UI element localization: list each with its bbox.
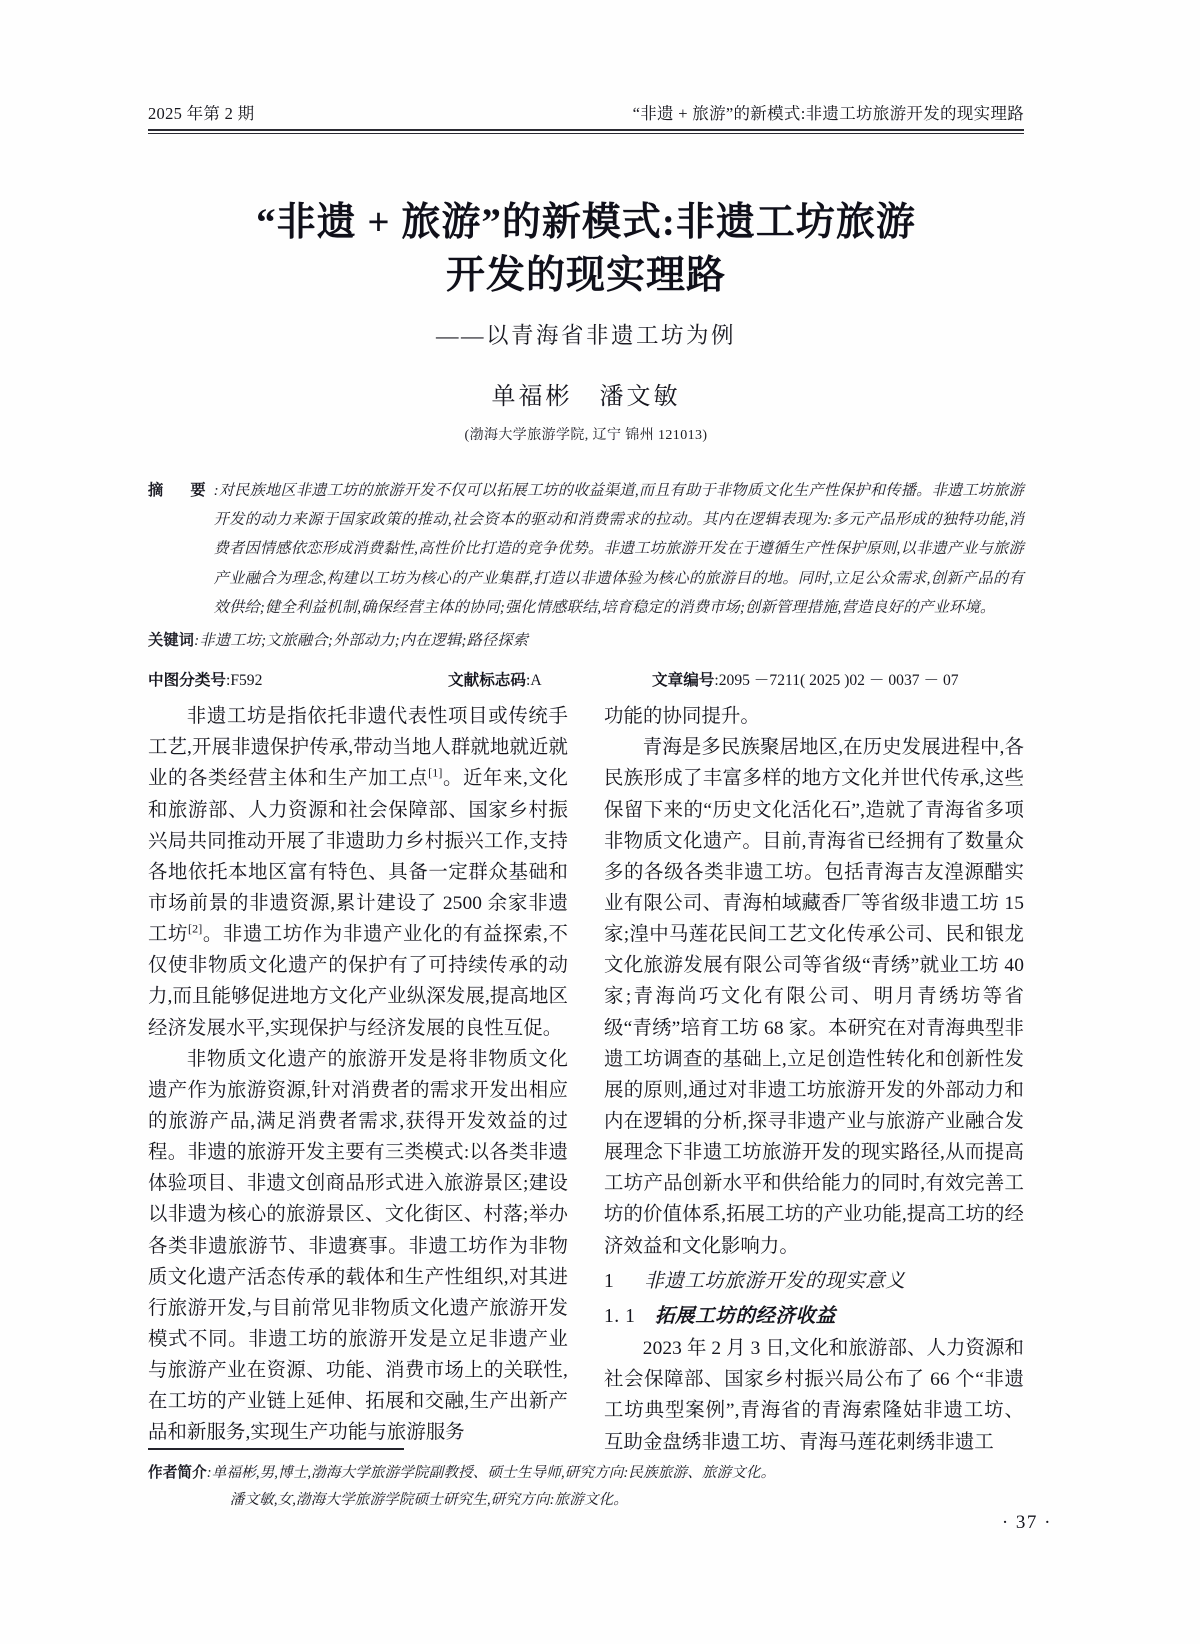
footnote-divider — [148, 1448, 404, 1450]
section-heading-11 — [604, 1301, 1024, 1333]
title-line-1: “非遗 + 旅游”的新模式:非遗工坊旅游 — [256, 201, 916, 244]
author-bio-text-1: :单福彬,男,博士,渤海大学旅游学院副教授、硕士生导师,研究方向:民族旅游、旅游文化。 — [206, 1465, 776, 1481]
author-bio-line-2 — [148, 1487, 1024, 1514]
keywords-label: 关键词 — [148, 632, 195, 649]
abstract-row — [148, 476, 1024, 622]
author-names: 单福彬 潘文敏 — [491, 384, 681, 411]
running-title: “非遗 + 旅游”的新模式:非遗工坊旅游开发的现实理路 — [632, 104, 1024, 123]
page-title — [148, 196, 1024, 302]
right-column — [604, 701, 1024, 1453]
section-heading-1 — [604, 1266, 1024, 1298]
abstract-block — [148, 476, 1024, 655]
page-content — [148, 100, 1024, 1453]
footnote-spacer — [148, 1487, 230, 1514]
author-affiliation: (渤海大学旅游学院, 辽宁 锦州 121013) — [464, 428, 708, 444]
issue-label: 2025 年第 2 期 — [148, 104, 255, 123]
doc-code-label: 文献标志码 — [448, 672, 526, 690]
keywords-row — [148, 626, 1024, 655]
body-paragraph: 2023 年 2 月 3 日,文化和旅游部、人力资源和社会保障部、国家乡村振兴局公布了 66 个“非遗工坊典型案例”,青海省的青海索隆姑非遗工坊、互助金盘绣非遗工坊、青海马莲花刺绣非遗工 — [604, 1338, 1024, 1453]
classification-row — [148, 668, 1024, 690]
abstract-label: 摘 要 — [148, 482, 212, 500]
body-paragraph: 非物质文化遗产的旅游开发是将非物质文化遗产作为旅游资源,针对消费者的需求开发出相应的旅游产品,满足消费者需求,获得开发效益的过程。非遗的旅游开发主要有三类模式:以各类非遗体验项目、非遗文创商品形式进入旅游景区;建设以非遗为核心的旅游景区、文化街区、村落;举办各类非遗旅游节、非遗赛事。非遗工坊作为非物质文化遗产活态传承的载体和生产性组织,对其进行旅游开发,与目前常见非物质文化遗产旅游开发模式不同。非遗工坊的旅游开发是立足非遗产业与旅游产业在资源、功能、消费市场上的关联性,在工坊的产业链上延伸、拓展和交融,生产出新产品和新服务,实现生产功能与旅游服务 — [148, 1048, 568, 1444]
article-number-value: :2095 －7211( 2025 )02 － 0037 － 07 — [714, 672, 959, 690]
author-bio-text-2: 潘文敏,女,渤海大学旅游学院硕士研究生,研究方向:旅游文化。 — [229, 1491, 628, 1508]
subtitle: ——以青海省非遗工坊为例 — [435, 323, 736, 349]
footnote-block — [148, 1448, 1024, 1513]
body-paragraph: 非遗工坊是指依托非遗代表性项目或传统手工艺,开展非遗保护传承,带动当地人群就地就近就业的各类经营主体和生产加工点[1]。近年来,文化和旅游部、人力资源和社会保障部、国家乡村振兴局共同推动开展了非遗助力乡村振兴工作,支持各地依托本地区富有特色、具备一定群众基础和市场前景的非遗资源,累计建设了 2500 余家非遗工坊[2]。非遗工坊作为非遗产业化的有益探索,不仅使非物质文化遗产的保护有了可持续传承的动力,而且能够促进地方文化产业纵深发展,提高地区经济发展水平,实现保护与经济发展的良性互促。 — [148, 706, 569, 1039]
body-paragraph: 青海是多民族聚居地区,在历史发展进程中,各民族形成了丰富多样的地方文化并世代传承,这些保留下来的“历史文化活化石”,造就了青海省多项非物质文化遗产。目前,青海省已经拥有了数量众多的各级各类非遗工坊。包括青海吉友湟源醋实业有限公司、青海柏域藏香厂等省级非遗工坊 15 家;湟中马莲花民间工艺文化传承公司、民和银龙文化旅游发展有限公司等省级“青绣”就业工坊 40 家;青海尚巧文化有限公司、明月青绣坊等省级“青绣”培育工坊 68 家。本研究在对青海典型非遗工坊调查的基础上,立足创造性转化和创新性发展的原则,通过对非遗工坊旅游开发的外部动力和内在逻辑的分析,探寻非遗产业与旅游产业融合发展理念下非遗工坊旅游开发的现实路径,从而提高工坊产品创新水平和供给能力的同时,有效完善工坊的价值体系,拓展工坊的产业功能,提高工坊的经济效益和文化影响力。 — [604, 737, 1024, 1257]
document-code — [448, 668, 652, 690]
section-title: 非遗工坊旅游开发的现实意义 — [644, 1270, 906, 1292]
clc-value: :F592 — [225, 672, 263, 690]
title-line-2: 开发的现实理路 — [445, 254, 726, 298]
doc-code-value: :A — [525, 672, 542, 690]
header-divider — [148, 129, 1024, 134]
author-bio-line-1 — [148, 1460, 1024, 1487]
author-bio-label: 作者简介 — [148, 1465, 207, 1481]
citation-reference: [1] — [428, 766, 443, 780]
article-number — [652, 668, 1024, 690]
page-number: · 37 · — [1001, 1512, 1052, 1533]
section-number: 1 — [604, 1270, 615, 1292]
section-number: 1. 1 — [604, 1306, 636, 1328]
left-column — [148, 701, 569, 1444]
running-head — [148, 100, 1024, 126]
section-title: 拓展工坊的经济收益 — [654, 1306, 836, 1328]
body-paragraph: 功能的协同提升。 — [604, 706, 760, 728]
citation-reference: [2] — [188, 921, 203, 936]
title-block — [148, 196, 1024, 444]
article-number-label: 文章编号 — [652, 672, 715, 690]
keywords-text: :非遗工坊;文旅融合;外部动力;内在逻辑;路径探索 — [194, 632, 529, 649]
clc-number — [148, 668, 448, 690]
clc-label: 中图分类号 — [148, 672, 226, 690]
abstract-text: :对民族地区非遗工坊的旅游开发不仅可以拓展工坊的收益渠道,而且有助于非物质文化生产性保护和传播。非遗工坊旅游开发的动力来源于国家政策的推动,社会资本的驱动和消费需求的拉动。其内在逻辑表现为:多元产品形成的独特功能,消费者因情感依恋形成消费黏性,高性价比打造的竞争优势。非遗工坊旅游开发在于遵循生产性保护原则,以非遗产业与旅游产业融合为理念,构建以工坊为核心的产业集群,打造以非遗体验为核心的旅游目的地。同时,立足公众需求,创新产品的有效供给;健全利益机制,确保经营主体的协同;强化情感联结,培育稳定的消费市场;创新管理措施,营造良好的产业环境。 — [213, 482, 1024, 616]
body-columns — [148, 701, 1024, 1453]
